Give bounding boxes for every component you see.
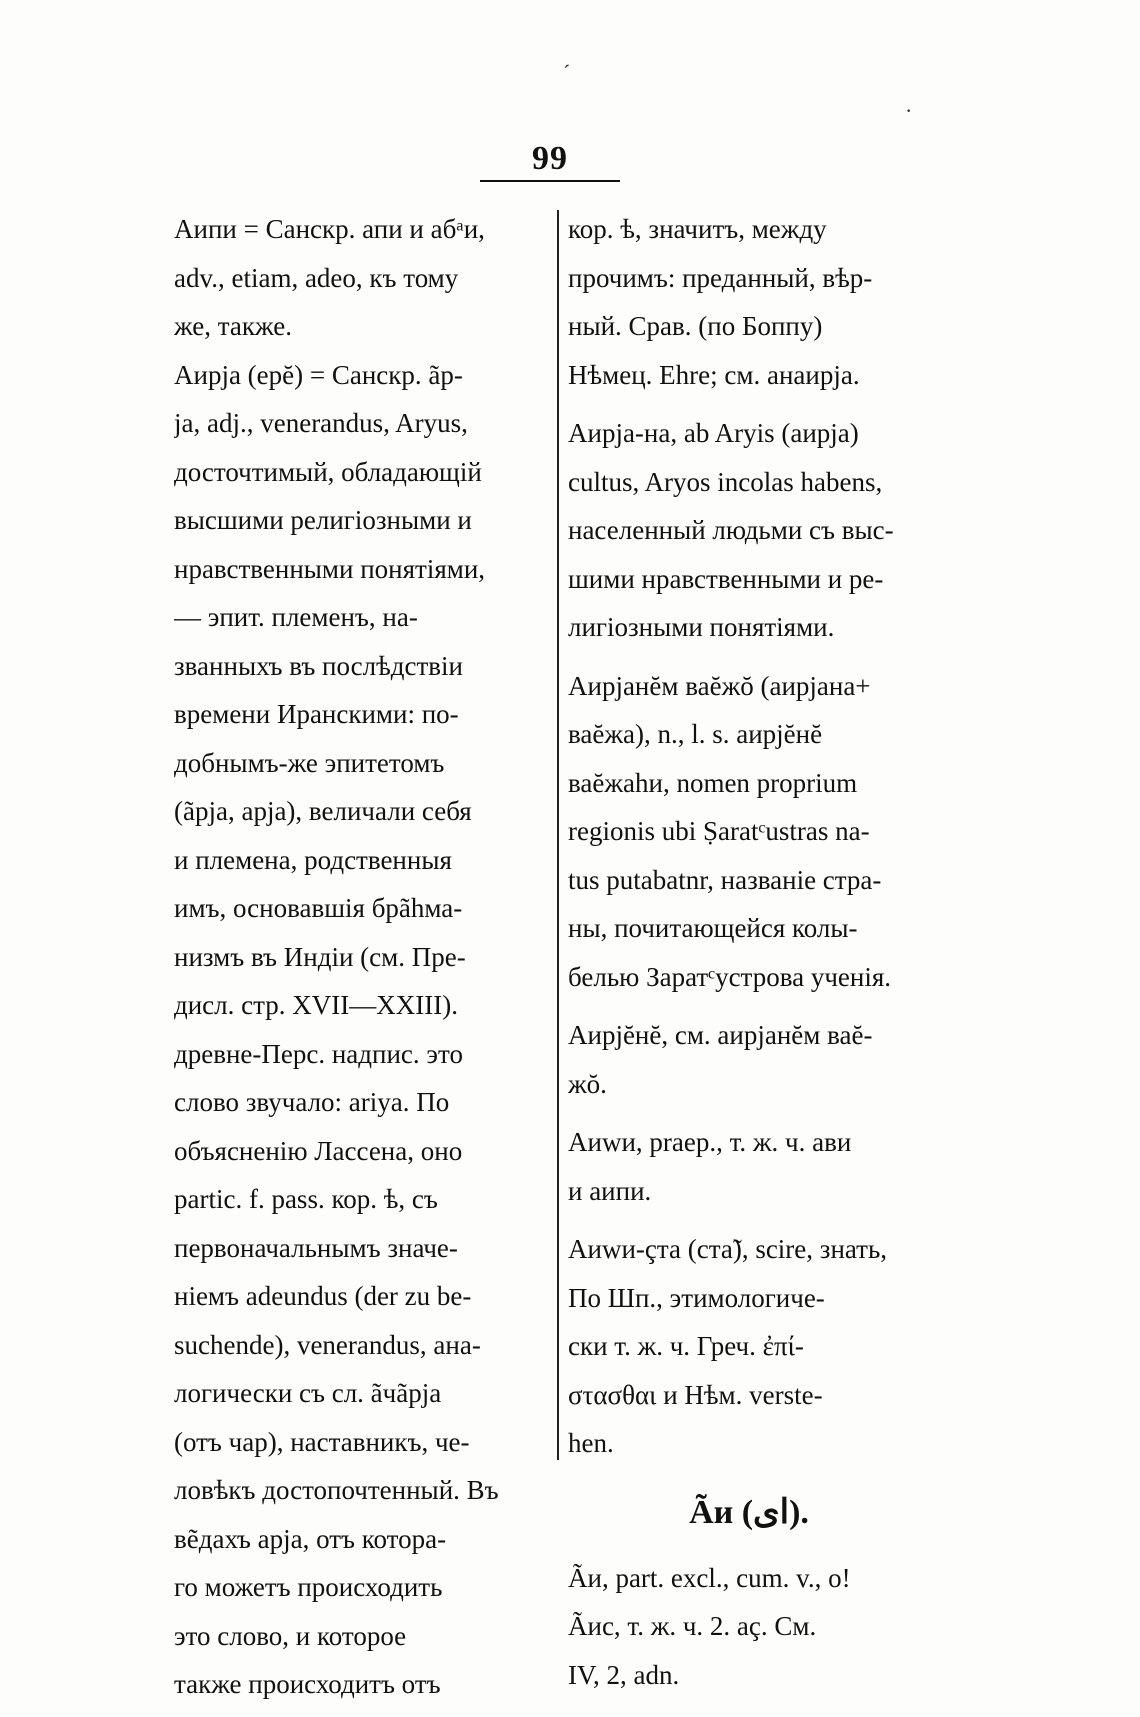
left-column-line: вẽдахъ арја, отъ котора-: [174, 1523, 447, 1554]
column-divider: [557, 210, 559, 1460]
left-column: [174, 205, 550, 1709]
right-column: [568, 205, 930, 1699]
left-column-line: это слово, и которое: [174, 1620, 407, 1651]
left-column-line: высшими религіозными и: [174, 505, 472, 535]
entry-gap: [568, 652, 930, 662]
left-column-line: Аипи = Санскр. апи и абᵃи,: [174, 214, 485, 244]
dictionary-entry-line: Аиwи-çта (ста̃), scire, знать,: [568, 1234, 888, 1264]
entry-gap: [568, 399, 930, 409]
left-column-line: званныхъ въ послѣдствіи: [174, 650, 464, 681]
left-column-line: adv., etiam, adeo, къ тому: [174, 262, 459, 293]
dictionary-entry-line: στασθαι и Нѣм. verste-: [568, 1379, 823, 1410]
section-heading: Ãи (ای).: [689, 1493, 809, 1531]
print-speck: ˊ: [563, 60, 571, 85]
left-column-line: suchende), venerandus, ана-: [174, 1329, 481, 1360]
dictionary-entry-line: Аирјĕнĕ, см. аирјанĕм ваĕ-: [568, 1020, 873, 1050]
dictionary-entry-line: IV, 2, adn.: [568, 1659, 680, 1690]
dictionary-entry-line: cultus, Aryos incolas habens,: [568, 466, 883, 497]
left-column-line: древне-Перс. надпис. это: [174, 1038, 463, 1069]
dictionary-entry-line: Аиwи, praep., т. ж. ч. ави: [568, 1127, 852, 1157]
dictionary-entry-line: Аирјанĕм ваĕжŏ (аирјана+: [568, 670, 871, 701]
dictionary-entry-line: regionis ubi Ṣaratᶜustras na-: [568, 816, 870, 846]
dictionary-entry-line: ваĕжаhи, nomen proprium: [568, 767, 858, 798]
left-column-line: времени Иранскими: по-: [174, 699, 459, 729]
dictionary-entry-line: населенный людьми съ выс-: [568, 515, 894, 545]
dictionary-entry-line: и аипи.: [568, 1175, 652, 1206]
dictionary-entry-line: ный. Срав. (по Боппу): [568, 311, 823, 341]
left-column-line: го можетъ происходить: [174, 1572, 443, 1602]
left-column-line: слово звучало: ariya. По: [174, 1087, 450, 1117]
dictionary-entry-line: Ãи, part. excl., cum. v., o!: [568, 1562, 851, 1593]
left-column-line: нравственными понятіями,: [174, 553, 486, 584]
dictionary-entry-line: tus putabatnr, названіе стра-: [568, 864, 882, 895]
left-column-line: объясненію Лассена, оно: [174, 1135, 463, 1166]
left-column-line: досточтимый, обладающій: [174, 456, 482, 487]
left-column-line: ніемъ adeundus (der zu be-: [174, 1281, 472, 1311]
dictionary-entry-line: прочимъ: преданный, вѣр-: [568, 262, 873, 293]
left-column-line: логически съ сл. ãчãрја: [174, 1378, 442, 1408]
dictionary-entry-line: жŏ.: [568, 1068, 607, 1099]
left-column-line: — эпит. племенъ, на-: [174, 602, 418, 632]
dictionary-entry-line: ваĕжа), n., l. s. аирјĕнĕ: [568, 719, 823, 749]
dictionary-entry-line: hen.: [568, 1428, 614, 1458]
dictionary-entry-line: Нѣмец. Ehre; см. анаирја.: [568, 359, 860, 390]
left-column-line: (ãрја, арја), величали себя: [174, 796, 472, 826]
left-column-line: (отъ чар), наставникъ, че-: [174, 1426, 470, 1457]
left-column-line: также происходитъ отъ: [174, 1669, 441, 1699]
header-rule: [480, 180, 620, 182]
dictionary-entry-line: Аирја-на, ab Aryis (аирја): [568, 418, 859, 448]
print-speck: ·: [905, 98, 913, 123]
left-column-line: низмъ въ Индіи (см. Пре-: [174, 941, 466, 972]
left-column-line: Аирја (ерĕ) = Санскр. ãр-: [174, 359, 463, 390]
entry-gap: [568, 1108, 930, 1118]
dictionary-entry-line: белью Заратᶜустрова ученія.: [568, 961, 891, 992]
dictionary-entry-line: ны, почитающейся колы-: [568, 913, 858, 943]
left-column-line: имъ, основавшія брãhма-: [174, 893, 463, 923]
entry-gap: [568, 1001, 930, 1011]
dictionary-entry-line: По Шп., этимологиче-: [568, 1282, 825, 1313]
left-column-line: и племена, родственныя: [174, 844, 452, 875]
dictionary-entry-line: ски т. ж. ч. Греч. ἐπί-: [568, 1331, 804, 1361]
entry-gap: [568, 1215, 930, 1225]
dictionary-entry-line: шими нравственными и ре-: [568, 563, 884, 594]
left-column-line: дисл. стр. XVII—XXIII).: [174, 990, 458, 1020]
left-column-line: ја, adj., venerandus, Aryus,: [174, 408, 468, 438]
dictionary-entry-line: лигіозными понятіями.: [568, 612, 835, 642]
left-column-line: добнымъ-же эпитетомъ: [174, 747, 445, 778]
left-column-line: ловѣкъ достопочтенный. Въ: [174, 1475, 499, 1505]
left-column-line: partic. f. pass. кор. ѣ, съ: [174, 1184, 438, 1214]
dictionary-entry-line: Ãис, т. ж. ч. 2. аç. См.: [568, 1611, 817, 1641]
page-number: 99: [532, 140, 568, 177]
left-column-line: же, также.: [174, 311, 293, 341]
left-column-line: первоначальнымъ значе-: [174, 1232, 458, 1263]
dictionary-entry-line: кор. ѣ, значитъ, между: [568, 214, 827, 244]
